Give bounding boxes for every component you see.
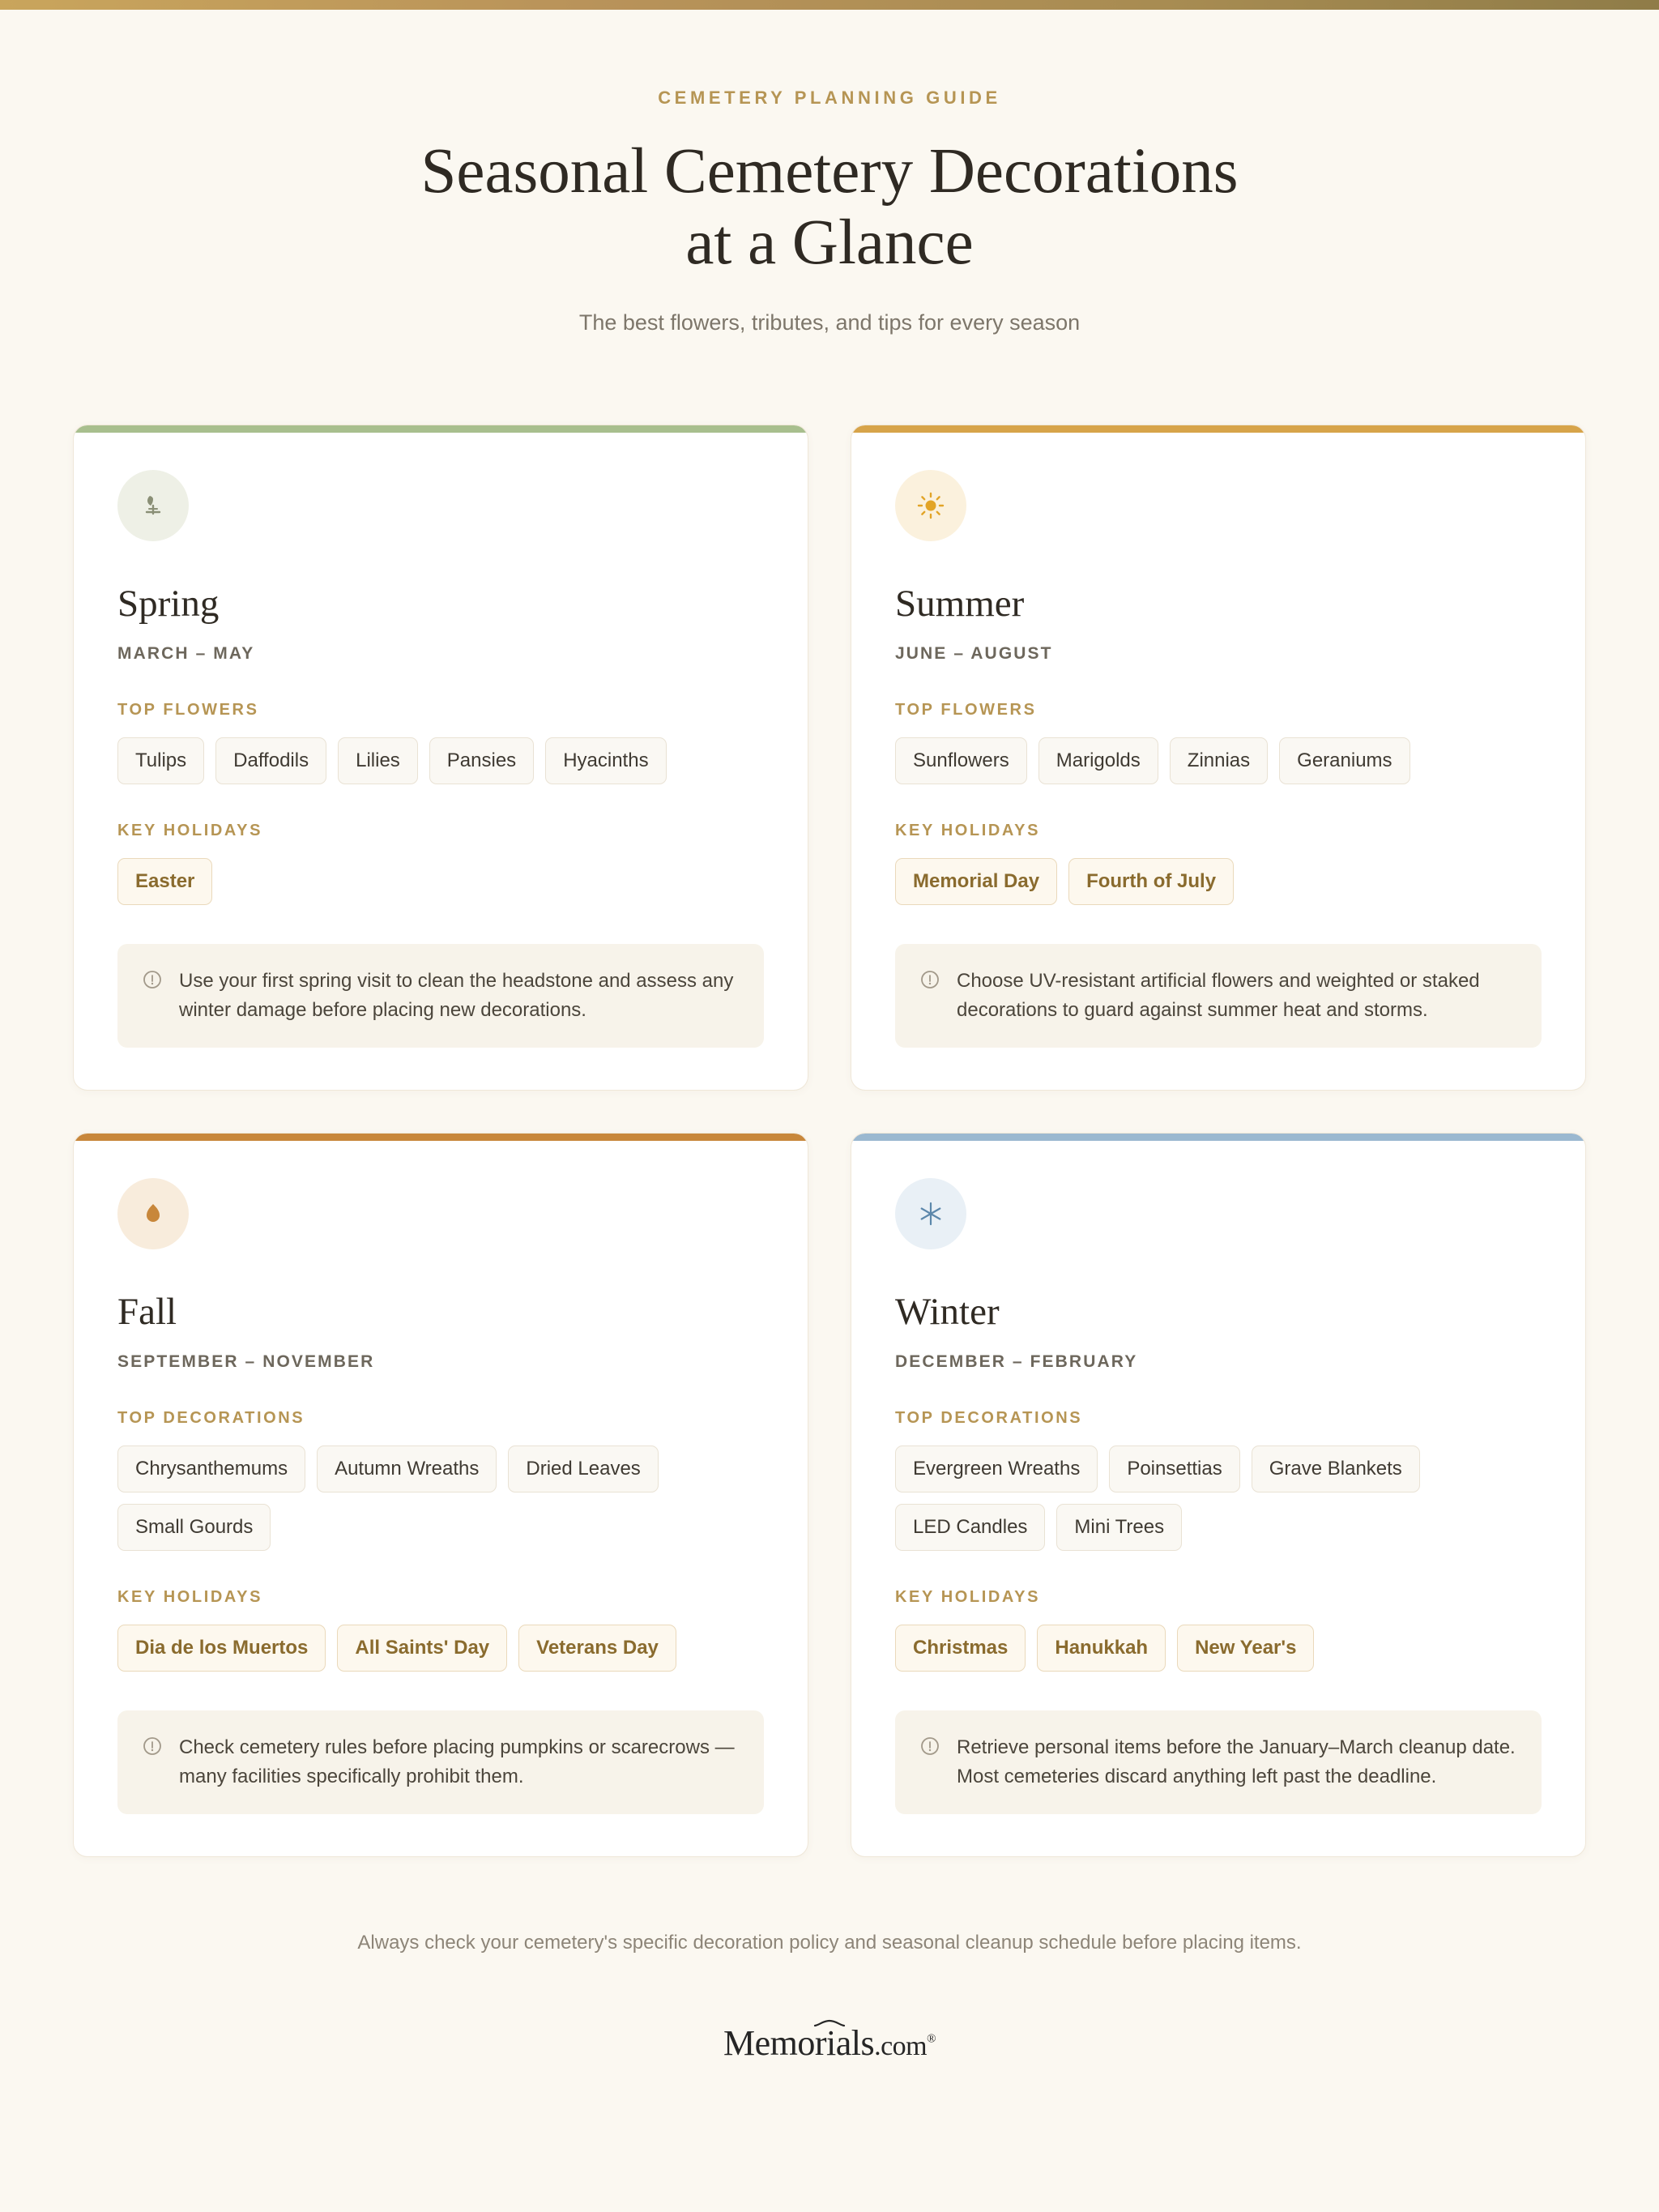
eyebrow-label: CEMETERY PLANNING GUIDE	[658, 88, 1001, 108]
item-chip: Autumn Wreaths	[317, 1445, 497, 1492]
item-chip: Evergreen Wreaths	[895, 1445, 1098, 1492]
brand-registered-mark: ®	[927, 2032, 936, 2046]
items-label: TOP DECORATIONS	[895, 1408, 1083, 1427]
sprout-icon	[117, 470, 189, 541]
page-subtitle: The best flowers, tributes, and tips for every season	[578, 310, 1081, 335]
season-months: DECEMBER – FEBRUARY	[895, 1352, 1138, 1371]
brand-suffix: .com	[874, 2031, 928, 2061]
season-card-spring	[73, 425, 808, 1091]
holiday-chip: Christmas	[895, 1625, 1026, 1672]
season-name: Spring	[117, 582, 220, 625]
footer-note: Always check your cemetery's specific decoration policy and seasonal cleanup schedule before placing items.	[357, 1931, 1302, 1954]
holiday-chip: All Saints' Day	[337, 1625, 507, 1672]
spacer	[117, 905, 764, 944]
page-header	[0, 10, 1659, 335]
tip-text: Choose UV-resistant artificial flowers and weighted or staked decorations to guard against summer heat and storms.	[957, 969, 1480, 1021]
season-months: SEPTEMBER – NOVEMBER	[117, 1352, 375, 1371]
holidays-chip-row	[117, 858, 764, 905]
season-months: JUNE – AUGUST	[895, 643, 1053, 663]
item-chip: Tulips	[117, 737, 204, 784]
item-chip: Hyacinths	[545, 737, 666, 784]
items-label: TOP FLOWERS	[895, 700, 1037, 719]
holiday-chip: Fourth of July	[1068, 858, 1234, 905]
info-icon	[919, 1736, 940, 1761]
item-chip: Poinsettias	[1109, 1445, 1239, 1492]
snowflake-icon	[895, 1178, 966, 1249]
page-title	[0, 136, 1659, 280]
holiday-chip: Veterans Day	[518, 1625, 676, 1672]
season-card-summer	[851, 425, 1586, 1091]
page-title-line2: at a Glance	[685, 207, 974, 279]
info-icon	[142, 1736, 163, 1761]
spacer	[117, 1672, 764, 1710]
item-chip: Mini Trees	[1056, 1504, 1182, 1551]
item-chip: Lilies	[338, 737, 418, 784]
tip-box	[117, 1710, 764, 1814]
holiday-chip: New Year's	[1177, 1625, 1314, 1672]
items-chip-row	[895, 1445, 1542, 1551]
item-chip: Pansies	[429, 737, 534, 784]
holiday-chip: Dia de los Muertos	[117, 1625, 326, 1672]
item-chip: Small Gourds	[117, 1504, 271, 1551]
tip-text: Check cemetery rules before placing pumpkins or scarecrows — many facilities specifically prohibit them.	[179, 1736, 735, 1787]
season-card-fall	[73, 1133, 808, 1857]
items-label: TOP FLOWERS	[117, 700, 259, 719]
holidays-label: KEY HOLIDAYS	[117, 821, 263, 839]
season-card-winter	[851, 1133, 1586, 1857]
holidays-chip-row	[117, 1625, 764, 1672]
season-name: Fall	[117, 1290, 177, 1333]
tip-box	[117, 944, 764, 1048]
items-chip-row	[117, 737, 764, 784]
leaf-icon	[117, 1178, 189, 1249]
item-chip: Chrysanthemums	[117, 1445, 305, 1492]
items-label: TOP DECORATIONS	[117, 1408, 305, 1427]
spacer	[895, 1672, 1542, 1710]
items-chip-row	[117, 1445, 764, 1551]
holidays-label: KEY HOLIDAYS	[895, 1587, 1041, 1606]
spacer	[895, 905, 1542, 944]
item-chip: LED Candles	[895, 1504, 1045, 1551]
season-name: Winter	[895, 1290, 1000, 1333]
sun-icon	[895, 470, 966, 541]
holidays-label: KEY HOLIDAYS	[117, 1587, 263, 1606]
holidays-label: KEY HOLIDAYS	[895, 821, 1041, 839]
info-icon	[142, 969, 163, 994]
page-title-line1: Seasonal Cemetery Decorations	[420, 136, 1239, 207]
brand-name: Memorials	[723, 2022, 875, 2063]
card-accent-spring	[74, 425, 808, 433]
tip-text: Use your first spring visit to clean the headstone and assess any winter damage before placing new decorations.	[179, 969, 734, 1021]
brand-logo	[0, 2018, 1659, 2064]
tip-box	[895, 1710, 1542, 1814]
items-chip-row	[895, 737, 1542, 784]
item-chip: Marigolds	[1038, 737, 1158, 784]
top-accent-bar	[0, 0, 1659, 10]
info-icon	[919, 969, 940, 994]
item-chip: Geraniums	[1279, 737, 1410, 784]
holidays-chip-row	[895, 1625, 1542, 1672]
holidays-chip-row	[895, 858, 1542, 905]
card-accent-winter	[851, 1134, 1585, 1141]
item-chip: Sunflowers	[895, 737, 1027, 784]
tip-text: Retrieve personal items before the January–March cleanup date. Most cemeteries discard anything left past the deadline.	[957, 1736, 1516, 1787]
card-accent-fall	[74, 1134, 808, 1141]
season-months: MARCH – MAY	[117, 643, 255, 663]
holiday-chip: Hanukkah	[1037, 1625, 1166, 1672]
holiday-chip: Memorial Day	[895, 858, 1057, 905]
season-card-grid	[0, 425, 1659, 1857]
tip-box	[895, 944, 1542, 1048]
card-accent-summer	[851, 425, 1585, 433]
item-chip: Zinnias	[1170, 737, 1268, 784]
holiday-chip: Easter	[117, 858, 212, 905]
item-chip: Dried Leaves	[508, 1445, 658, 1492]
item-chip: Daffodils	[215, 737, 326, 784]
season-name: Summer	[895, 582, 1025, 625]
item-chip: Grave Blankets	[1252, 1445, 1420, 1492]
